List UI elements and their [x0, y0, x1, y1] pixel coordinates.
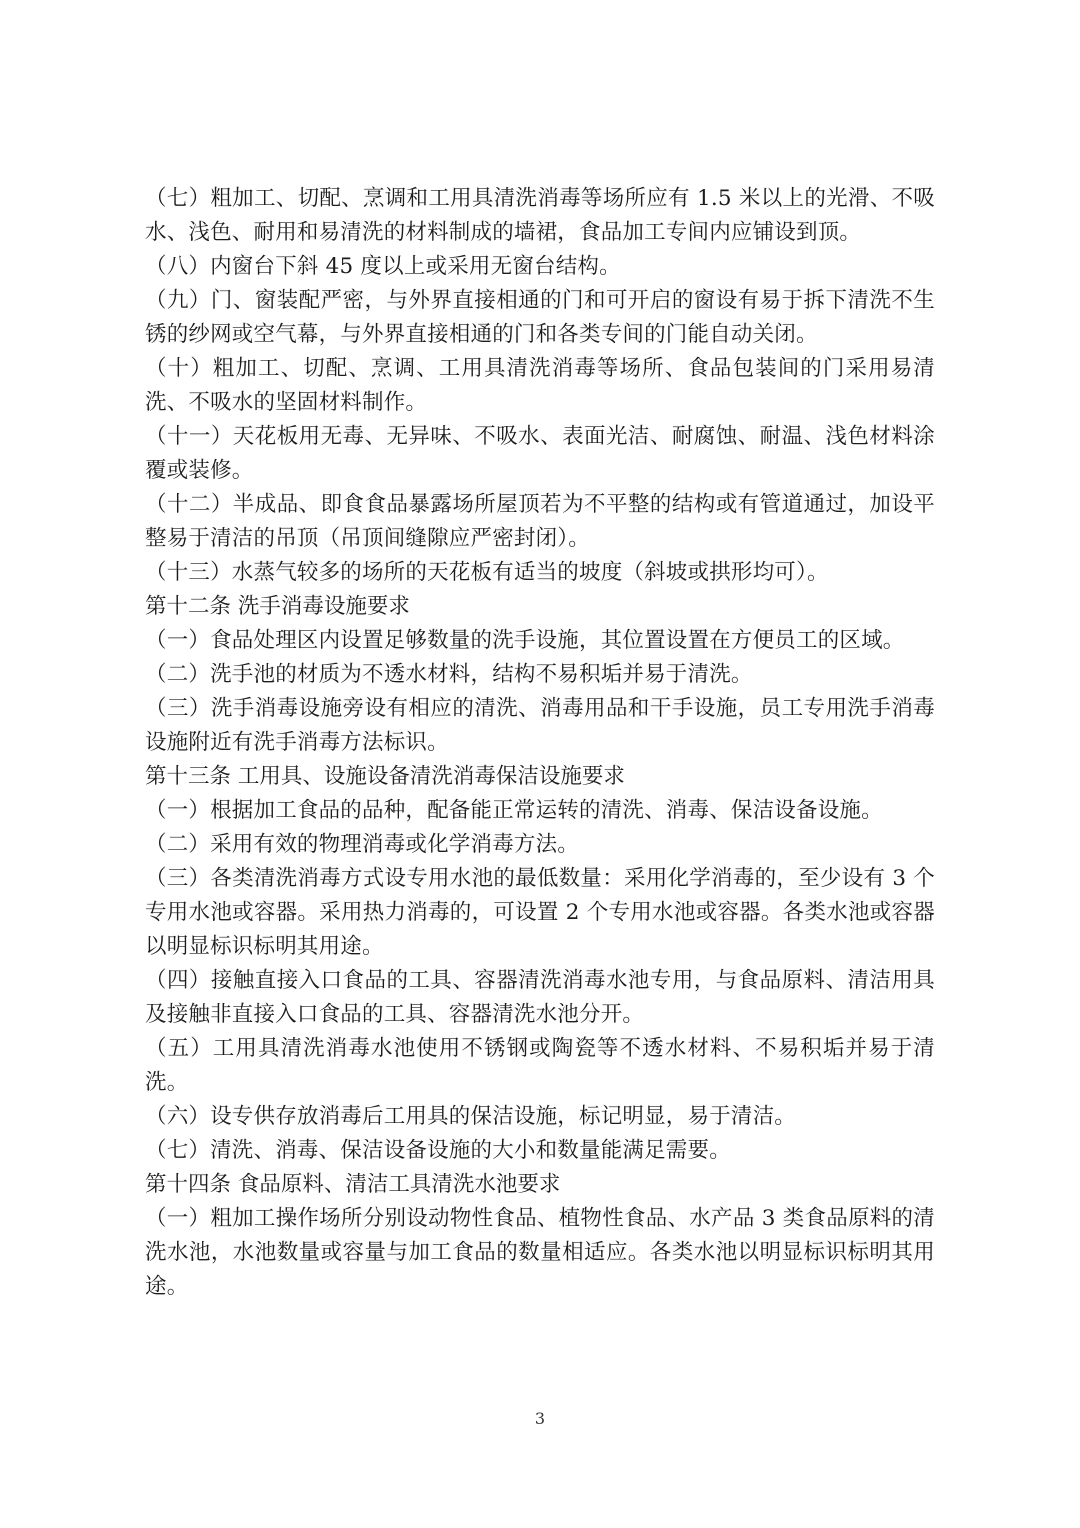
clause-7-wall-skirting: （七）粗加工、切配、烹调和工用具清洗消毒等场所应有 1.5 米以上的光滑、不吸水、浅色、耐用和易清洗的材料制成的墙裙，食品加工专间内应铺设到顶。 [145, 186, 935, 245]
a13-clause-6: （六）设专供存放消毒后工用具的保洁设施，标记明显，易于清洁。 [145, 1104, 797, 1129]
a12-clause-3: （三）洗手消毒设施旁设有相应的清洗、消毒用品和干手设施，员工专用洗手消毒设施附近有洗手消毒方法标识。 [145, 696, 935, 755]
clause-8-window-sill: （八）内窗台下斜 45 度以上或采用无窗台结构。 [145, 254, 621, 279]
a13-clause-7: （七）清洗、消毒、保洁设备设施的大小和数量能满足需要。 [145, 1138, 731, 1163]
clause-9-doors-windows: （九）门、窗装配严密，与外界直接相通的门和可开启的窗设有易于拆下清洗不生锈的纱网或空气幕，与外界直接相通的门和各类专间的门能自动关闭。 [145, 288, 935, 347]
a12-clause-2: （二）洗手池的材质为不透水材料，结构不易积垢并易于清洗。 [145, 662, 753, 687]
a12-clause-1: （一）食品处理区内设置足够数量的洗手设施，其位置设置在方便员工的区域。 [145, 628, 905, 653]
clause-10-door-material: （十）粗加工、切配、烹调、工用具清洗消毒等场所、食品包装间的门采用易清洗、不吸水的坚固材料制作。 [145, 356, 935, 415]
a13-clause-3: （三）各类清洗消毒方式设专用水池的最低数量：采用化学消毒的，至少设有 3 个专用水池或容器。采用热力消毒的，可设置 2 个专用水池或容器。各类水池或容器以明显标识标明其用途。 [145, 866, 935, 959]
document-body [145, 182, 935, 1304]
clause-12-suspended-ceiling: （十二）半成品、即食食品暴露场所屋顶若为不平整的结构或有管道通过，加设平整易于清洁的吊顶（吊顶间缝隙应严密封闭）。 [145, 492, 935, 551]
article-14-heading: 第十四条 食品原料、清洁工具清洗水池要求 [145, 1172, 561, 1197]
clause-13-ceiling-slope: （十三）水蒸气较多的场所的天花板有适当的坡度（斜坡或拱形均可）。 [145, 560, 829, 585]
a13-clause-2: （二）采用有效的物理消毒或化学消毒方法。 [145, 832, 580, 857]
a13-clause-1: （一）根据加工食品的品种，配备能正常运转的清洗、消毒、保洁设备设施。 [145, 798, 883, 823]
a14-clause-1: （一）粗加工操作场所分别设动物性食品、植物性食品、水产品 3 类食品原料的清洗水池，水池数量或容量与加工食品的数量相适应。各类水池以明显标识标明其用途。 [145, 1206, 935, 1299]
a13-clause-4: （四）接触直接入口食品的工具、容器清洗消毒水池专用，与食品原料、清洁用具及接触非直接入口食品的工具、容器清洗水池分开。 [145, 968, 935, 1027]
page-number: 3 [534, 1409, 546, 1428]
a13-clause-5: （五）工用具清洗消毒水池使用不锈钢或陶瓷等不透水材料、不易积垢并易于清洗。 [145, 1036, 935, 1095]
article-13-heading: 第十三条 工用具、设施设备清洗消毒保洁设施要求 [145, 764, 625, 789]
clause-11-ceiling: （十一）天花板用无毒、无异味、不吸水、表面光洁、耐腐蚀、耐温、浅色材料涂覆或装修。 [145, 424, 935, 483]
article-12-heading: 第十二条 洗手消毒设施要求 [145, 594, 410, 619]
